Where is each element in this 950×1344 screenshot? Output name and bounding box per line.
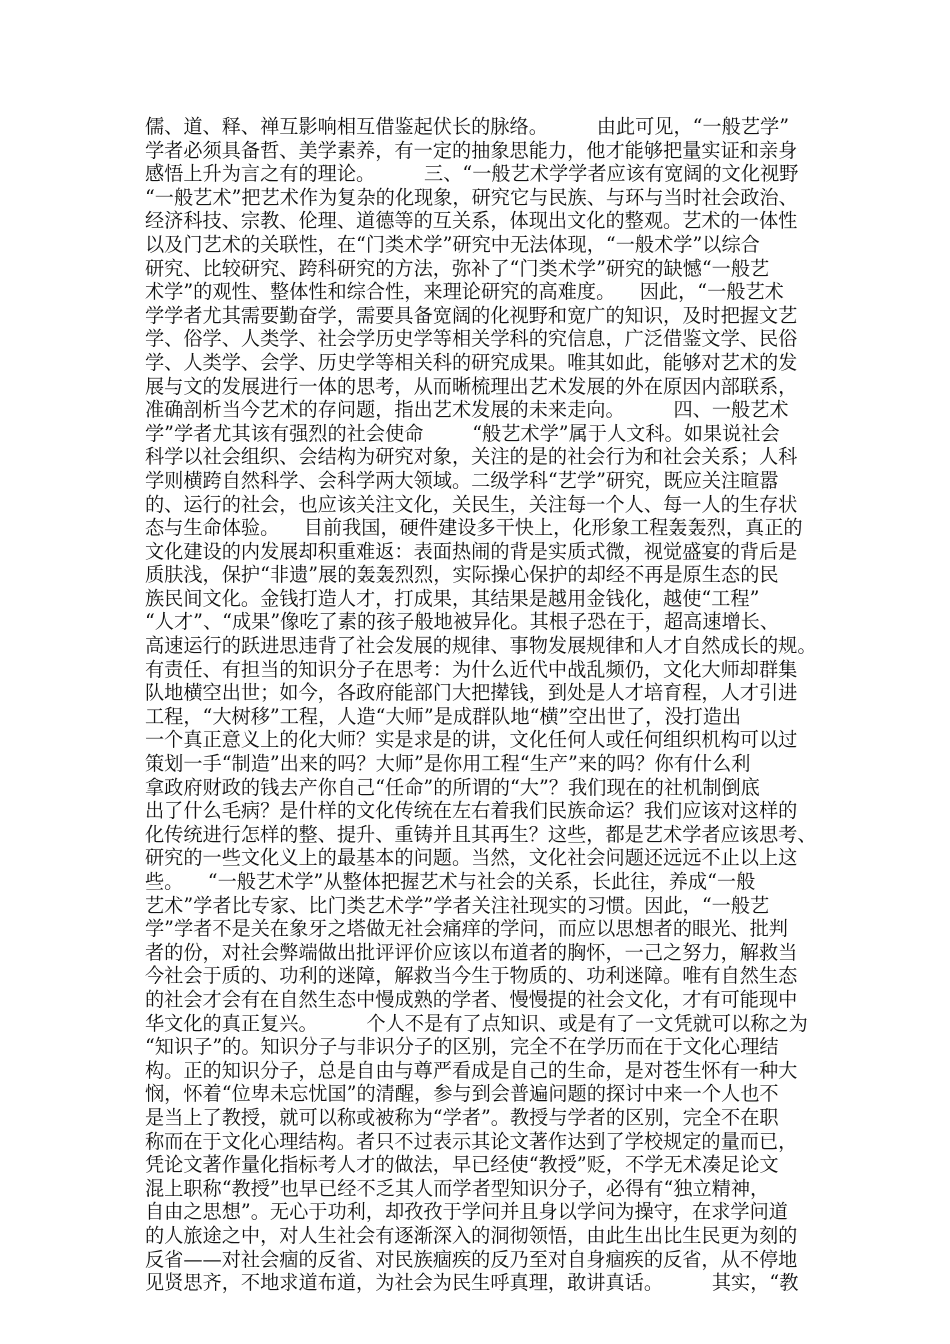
text-line: 态与生命体验。 目前我国，硬件建设多干快上，化形象工程轰轰烈，真正的 [145, 516, 803, 540]
text-line: 学”学者不是关在象牙之塔做无社会痛痒的学问，而应以思想者的眼光、批判 [145, 917, 788, 941]
text-line: 学”学者尤其该有强烈的社会使命 “般艺术学”属于人文科。如果说社会 [145, 421, 780, 445]
text-line: 研究的一些文化义上的最基本的问题。当然，文化社会问题还远远不止以上这 [145, 846, 798, 870]
text-line: 的人旅途之中，对人生社会有逐渐深入的洞彻领悟，由此生出比生民更为刻的 [145, 1223, 798, 1247]
text-line: 研究、比较研究、跨科研究的方法，弥补了“门类术学”研究的缺憾“一般艺 [145, 256, 770, 280]
text-line: 华文化的真正复兴。 个人不是有了点知识、或是有了一文凭就可以称之为 [145, 1011, 808, 1035]
text-line: 拿政府财政的钱去产你自己“任命”的所谓的“大”？我们现在的社机制倒底 [145, 775, 760, 799]
text-line: “一般艺术”把艺术作为复杂的化现象，研究它与民族、与环与当时社会政治、 [145, 185, 798, 209]
text-line: 文化建设的内发展却积重难返：表面热闹的背是实质式微，视觉盛宴的背后是 [145, 539, 798, 563]
text-line: 自由之思想”。无心于功利，却孜孜于学问并且身以学问为操守，在求学问道 [145, 1200, 788, 1224]
text-line: 质肤浅，保护“非遗”展的轰轰烈烈，实际操心保护的却经不再是原生态的民 [145, 563, 779, 587]
text-line: 化传统进行怎样的整、提升、重铸并且其再生？这些，都是艺术学者应该思考、 [145, 822, 817, 846]
text-line: 者的份，对社会弊端做出批评评价应该以布道者的胸怀，一己之努力，解救当 [145, 940, 798, 964]
body-text [145, 115, 817, 1295]
text-line: 学、俗学、人类学、社会学历史学等相关学科的究信息，广泛借鉴文学、民俗 [145, 327, 798, 351]
text-line: 今社会于质的、功利的迷障，解救当今生于物质的、功利迷障。唯有自然生态 [145, 964, 798, 988]
text-line: 策划一手“制造”出来的吗？大师”是你用工程“生产”来的吗？你有什么利 [145, 752, 751, 776]
text-line: 学者必须具备哲、美学素养，有一定的抽象思能力，他才能够把量实证和亲身 [145, 138, 798, 162]
text-line: 工程，“大树移”工程，人造“大师”是成群队地“横”空出世了，没打造出 [145, 704, 742, 728]
text-line: 的社会才会有在自然生态中慢成熟的学者、慢慢提的社会文化，才有可能现中 [145, 987, 798, 1011]
text-line: 展与文的发展进行一体的思考，从而晰梳理出艺术发展的外在原因内部联系， [145, 374, 798, 398]
text-line: 有责任、有担当的知识分子在思考：为什么近代中战乱频仍，文化大师却群集 [145, 657, 798, 681]
text-line: 准确剖析当今艺术的存问题，指出艺术发展的未来走向。 四、一般艺术 [145, 398, 789, 422]
text-line: 学学者尤其需要勤奋学，需要具备宽阔的化视野和宽广的知识，及时把握文艺 [145, 303, 798, 327]
text-line: 科学以社会组织、会结构为研究对象，关注的是的社会行为和社会关系；人科 [145, 445, 798, 469]
text-line: 悯，怀着“位卑未忘忧国”的清醒，参与到会普遍问题的探讨中来一个人也不 [145, 1082, 779, 1106]
text-line: 感悟上升为言之有的理论。 三、“一般艺术学学者应该有宽阔的文化视野 [145, 162, 799, 186]
text-line: “知识子”的。知识分子与非识分子的区别，完全不在学历而在于文化心理结 [145, 1035, 779, 1059]
text-line: 以及门艺术的关联性，在“门类术学”研究中无法体现，“一般术学”以综合 [145, 232, 760, 256]
text-line: 出了什么毛病？是什样的文化传统在左右着我们民族命运？我们应该对这样的 [145, 799, 798, 823]
text-line: 队地横空出世；如今，各政府能部门大把撵钱，到处是人才培育程，人才引进 [145, 681, 798, 705]
text-line: 称而在于文化心理结构。者只不过表示其论文著作达到了学校规定的量而已， [145, 1129, 798, 1153]
text-line: 构。正的知识分子，总是自由与尊严看成是自己的生命，是对苍生怀有一种大 [145, 1058, 798, 1082]
text-line: 高速运行的跃进思违背了社会发展的规律、事物发展规律和人才自然成长的规。 [145, 634, 817, 658]
text-line: 一个真正意义上的化大师？实是求是的讲，文化任何人或任何组织机构可以过 [145, 728, 798, 752]
text-line: 术学”的观性、整体性和综合性，来理论研究的高难度。 因此，“一般艺术 [145, 280, 784, 304]
text-line: 见贤思齐，不地求道布道，为社会为民生呼真理，敢讲真话。 其实，“教 [145, 1271, 799, 1295]
text-line: 是当上了教授，就可以称或被称为“学者”。教授与学者的区别，完全不在职 [145, 1105, 779, 1129]
text-line: 的、运行的社会，也应该关注文化，关民生，关注每一个人、每一人的生存状 [145, 492, 798, 516]
text-line: 艺术”学者比专家、比门类艺术学”学者关注社现实的习惯。因此，“一般艺 [145, 893, 770, 917]
text-line: 学、人类学、会学、历史学等相关科的研究成果。唯其如此，能够对艺术的发 [145, 350, 798, 374]
text-line: “人才”、“成果”像吃了素的孩子般地被异化。其根子恐在于，超高速增长、 [145, 610, 780, 634]
text-line: 反省——对社会痼的反省、对民族痼疾的反乃至对自身痼疾的反省，从不停地 [145, 1247, 798, 1271]
text-line: 经济科技、宗教、伦理、道德等的互关系，体现出文化的整观。艺术的一体性 [145, 209, 798, 233]
text-line: 混上职称“教授”也早已经不乏其人而学者型知识分子，必得有“独立精神， [145, 1176, 770, 1200]
text-line: 族民间文化。金钱打造人才，打成果，其结果是越用金钱化，越使“工程” [145, 586, 760, 610]
text-line: 凭论文著作量化指标考人才的做法，早已经使“教授”贬，不学无术凑足论文 [145, 1153, 779, 1177]
text-line: 学则横跨自然科学、会科学两大领域。二级学科“艺学”研究，既应关注暄嚣 [145, 468, 779, 492]
text-line: 儒、道、释、禅互影响相互借鉴起伏长的脉络。 由此可见，“一般艺学” [145, 115, 790, 138]
text-line: 些。 “一般艺术学”从整体把握艺术与社会的关系，长此往，养成“一般 [145, 870, 756, 893]
